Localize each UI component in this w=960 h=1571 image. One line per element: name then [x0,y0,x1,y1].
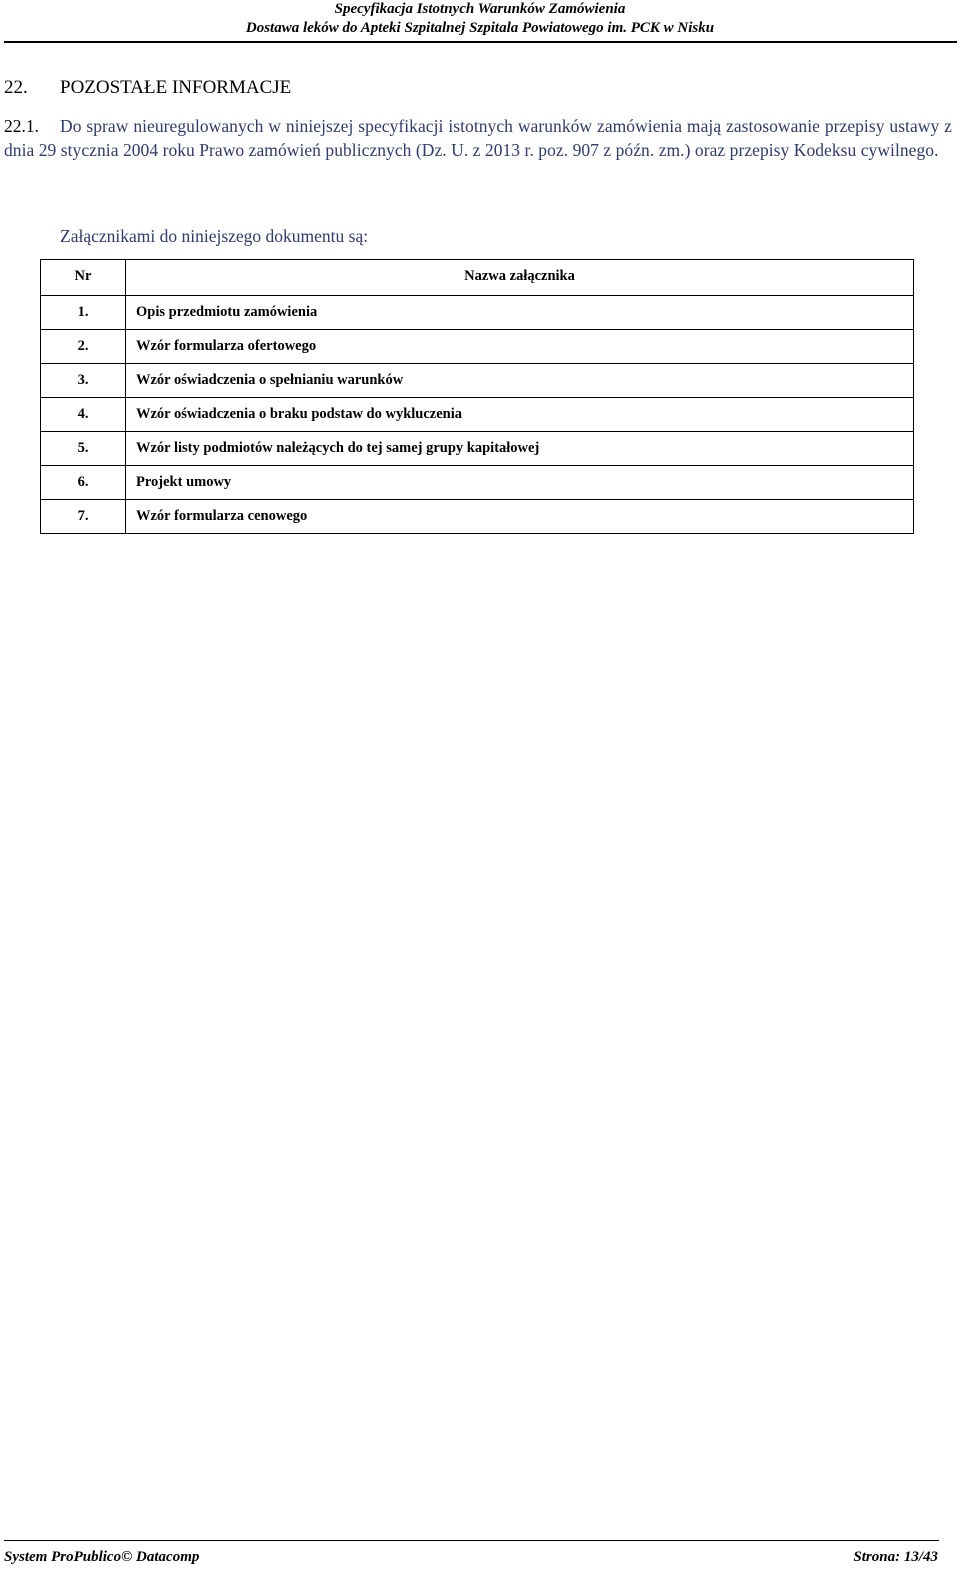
header-title: Specyfikacja Istotnych Warunków Zamówienia [334,1,626,17]
section-number: 22. [4,77,28,98]
row-name: Projekt umowy [126,466,914,500]
table-row [41,330,914,364]
row-name: Wzór oświadczenia o braku podstaw do wykluczenia [126,398,914,432]
header-nr: Nr [41,260,126,296]
row-nr: 4. [41,398,126,432]
row-name: Wzór formularza ofertowego [126,330,914,364]
table-row [41,432,914,466]
row-name: Wzór formularza cenowego [126,500,914,534]
row-nr: 1. [41,296,126,330]
table-row [41,296,914,330]
paragraph-22-1 [4,114,952,162]
row-nr: 7. [41,500,126,534]
attachments-table [40,259,914,534]
paragraph-number: 22.1. [4,116,39,136]
table-header-row [41,260,914,296]
paragraph-text: Do spraw nieuregulowanych w niniejszej specyfikacji istotnych warunków zamówienia mają zastosowanie przepisy ustawy z dnia 29 stycznia 2004 roku Prawo zamówień publicznych (Dz. U. z 2013 r. poz. 907 z późn. zm.) oraz przepisy Kodeksu cywilnego. [4,116,952,160]
row-nr: 5. [41,432,126,466]
footer-page-number: Strona: 13/43 [853,1549,938,1565]
section-title: POZOSTAŁE INFORMACJE [60,77,292,98]
row-nr: 3. [41,364,126,398]
footer-divider [4,1540,939,1541]
footer-system: System ProPublico© Datacomp [4,1549,200,1565]
section-heading [4,77,291,99]
row-nr: 2. [41,330,126,364]
header-subtitle: Dostawa leków do Apteki Szpitalnej Szpitala Powiatowego im. PCK w Nisku [245,20,715,36]
header-name: Nazwa załącznika [126,260,914,296]
row-name: Opis przedmiotu zamówienia [126,296,914,330]
header-divider [4,41,957,43]
row-name: Wzór oświadczenia o spełnianiu warunków [126,364,914,398]
table-row [41,466,914,500]
table-row [41,398,914,432]
attachments-intro: Załącznikami do niniejszego dokumentu są: [60,226,369,246]
table-row [41,364,914,398]
row-nr: 6. [41,466,126,500]
row-name: Wzór listy podmiotów należących do tej samej grupy kapitałowej [126,432,914,466]
table-row [41,500,914,534]
document-header [0,0,960,38]
